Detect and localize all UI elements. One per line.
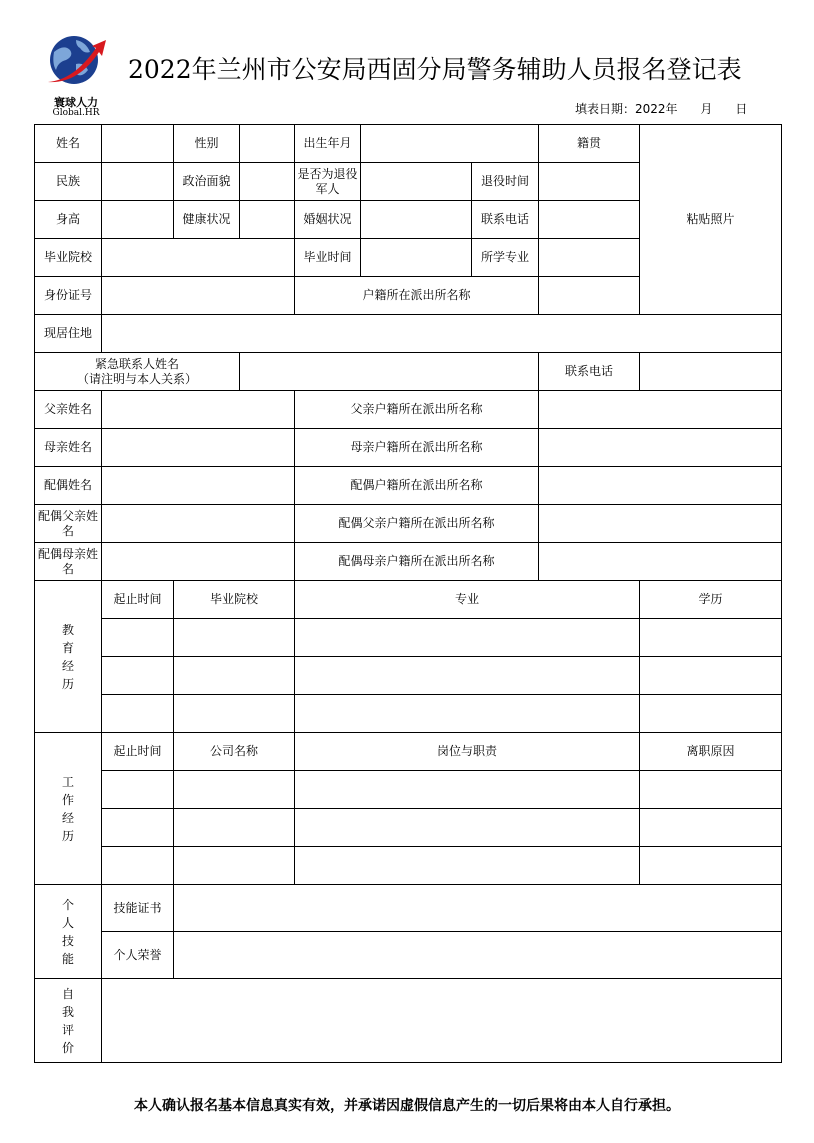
- certificates-label: 技能证书: [102, 885, 174, 932]
- edu-degree-cell[interactable]: [640, 695, 782, 733]
- discharge-time-label: 退役时间: [472, 163, 539, 201]
- discharge-time-field[interactable]: [539, 163, 640, 201]
- spouse-mother-station-label: 配偶母亲户籍所在派出所名称: [295, 543, 539, 581]
- phone-field[interactable]: [539, 201, 640, 239]
- spouse-mother-name-label: 配偶母亲姓名: [35, 543, 102, 581]
- education-section-text: 教育经历: [61, 622, 74, 691]
- school-label: 毕业院校: [35, 239, 102, 277]
- edu-major-cell[interactable]: [295, 695, 640, 733]
- registration-form: [34, 124, 782, 1063]
- edu-period-cell[interactable]: [102, 657, 174, 695]
- emergency-phone-field[interactable]: [640, 353, 782, 391]
- grad-time-field[interactable]: [361, 239, 472, 277]
- grad-time-label: 毕业时间: [295, 239, 361, 277]
- photo-box[interactable]: 粘贴照片: [640, 125, 782, 315]
- health-field[interactable]: [240, 201, 295, 239]
- emergency-contact-label: [35, 353, 240, 391]
- name-field[interactable]: [102, 125, 174, 163]
- education-row: [35, 619, 782, 657]
- marital-label: 婚姻状况: [295, 201, 361, 239]
- logo-chinese-name: 寰球人力: [54, 96, 98, 109]
- self-eval-section-text: 自我评价: [61, 986, 74, 1055]
- declaration-footer: 本人确认报名基本信息真实有效，并承诺因虚假信息产生的一切后果将由本人自行承担。: [134, 1098, 680, 1114]
- spouse-mother-station-field[interactable]: [539, 543, 782, 581]
- mother-station-field[interactable]: [539, 429, 782, 467]
- globe-icon: [40, 30, 112, 94]
- work-col-reason: 离职原因: [640, 733, 782, 771]
- ethnicity-field[interactable]: [102, 163, 174, 201]
- spouse-father-name-label: 配偶父亲姓名: [35, 505, 102, 543]
- address-label: 现居住地: [35, 315, 102, 353]
- spouse-father-station-label: 配偶父亲户籍所在派出所名称: [295, 505, 539, 543]
- work-position-cell[interactable]: [295, 771, 640, 809]
- politics-label: 政治面貌: [174, 163, 240, 201]
- edu-degree-cell[interactable]: [640, 657, 782, 695]
- edu-school-cell[interactable]: [174, 657, 295, 695]
- edu-school-cell[interactable]: [174, 619, 295, 657]
- father-name-field[interactable]: [102, 391, 295, 429]
- self-eval-section-label: [35, 979, 102, 1063]
- work-position-cell[interactable]: [295, 847, 640, 885]
- work-reason-cell[interactable]: [640, 771, 782, 809]
- work-period-cell[interactable]: [102, 809, 174, 847]
- emergency-phone-label: 联系电话: [539, 353, 640, 391]
- mother-name-label: 母亲姓名: [35, 429, 102, 467]
- father-station-field[interactable]: [539, 391, 782, 429]
- school-field[interactable]: [102, 239, 295, 277]
- father-station-label: 父亲户籍所在派出所名称: [295, 391, 539, 429]
- veteran-field[interactable]: [361, 163, 472, 201]
- certificates-field[interactable]: [174, 885, 782, 932]
- company-logo: [40, 30, 112, 122]
- work-row: [35, 809, 782, 847]
- fill-date: 填表日期：2022年 月 日: [575, 102, 748, 116]
- edu-major-cell[interactable]: [295, 619, 640, 657]
- self-eval-field[interactable]: [102, 979, 782, 1063]
- edu-school-cell[interactable]: [174, 695, 295, 733]
- politics-field[interactable]: [240, 163, 295, 201]
- spouse-name-label: 配偶姓名: [35, 467, 102, 505]
- mother-station-label: 母亲户籍所在派出所名称: [295, 429, 539, 467]
- height-field[interactable]: [102, 201, 174, 239]
- education-row: [35, 657, 782, 695]
- education-section-label: [35, 581, 102, 733]
- hukou-station-field[interactable]: [539, 277, 640, 315]
- work-reason-cell[interactable]: [640, 847, 782, 885]
- native-place-label: 籍贯: [539, 125, 640, 163]
- spouse-father-name-field[interactable]: [102, 505, 295, 543]
- veteran-label: 是否为退役军人: [295, 163, 361, 201]
- education-row: [35, 695, 782, 733]
- emergency-contact-field[interactable]: [240, 353, 539, 391]
- spouse-station-label: 配偶户籍所在派出所名称: [295, 467, 539, 505]
- work-company-cell[interactable]: [174, 771, 295, 809]
- hukou-station-label: 户籍所在派出所名称: [295, 277, 539, 315]
- work-period-cell[interactable]: [102, 847, 174, 885]
- edu-degree-cell[interactable]: [640, 619, 782, 657]
- work-col-position: 岗位与职责: [295, 733, 640, 771]
- name-label: 姓名: [35, 125, 102, 163]
- work-row: [35, 771, 782, 809]
- emergency-contact-title: 紧急联系人姓名: [94, 356, 179, 371]
- work-row: [35, 847, 782, 885]
- father-name-label: 父亲姓名: [35, 391, 102, 429]
- birth-field[interactable]: [361, 125, 539, 163]
- edu-period-cell[interactable]: [102, 695, 174, 733]
- id-field[interactable]: [102, 277, 295, 315]
- height-label: 身高: [35, 201, 102, 239]
- form-title: 2022年兰州市公安局西固分局警务辅助人员报名登记表: [128, 55, 742, 84]
- skills-section-text: 个人技能: [61, 897, 74, 966]
- skills-section-label: [35, 885, 102, 979]
- marital-field[interactable]: [361, 201, 472, 239]
- spouse-name-field[interactable]: [102, 467, 295, 505]
- logo-english-name: Global.HR: [52, 108, 100, 118]
- edu-period-cell[interactable]: [102, 619, 174, 657]
- work-position-cell[interactable]: [295, 809, 640, 847]
- edu-col-period: 起止时间: [102, 581, 174, 619]
- work-reason-cell[interactable]: [640, 809, 782, 847]
- ethnicity-label: 民族: [35, 163, 102, 201]
- edu-col-major: 专业: [295, 581, 640, 619]
- honors-label: 个人荣誉: [102, 932, 174, 979]
- work-company-cell[interactable]: [174, 847, 295, 885]
- edu-col-degree: 学历: [640, 581, 782, 619]
- work-section-label: [35, 733, 102, 885]
- gender-field[interactable]: [240, 125, 295, 163]
- gender-label: 性别: [174, 125, 240, 163]
- emergency-contact-note: （请注明与本人关系）: [76, 371, 197, 386]
- edu-major-cell[interactable]: [295, 657, 640, 695]
- work-company-cell[interactable]: [174, 809, 295, 847]
- id-label: 身份证号: [35, 277, 102, 315]
- work-col-company: 公司名称: [174, 733, 295, 771]
- health-label: 健康状况: [174, 201, 240, 239]
- work-col-period: 起止时间: [102, 733, 174, 771]
- work-period-cell[interactable]: [102, 771, 174, 809]
- honors-field[interactable]: [174, 932, 782, 979]
- major-label: 所学专业: [472, 239, 539, 277]
- edu-col-school: 毕业院校: [174, 581, 295, 619]
- address-field[interactable]: [102, 315, 782, 353]
- major-field[interactable]: [539, 239, 640, 277]
- spouse-father-station-field[interactable]: [539, 505, 782, 543]
- work-section-text: 工作经历: [61, 774, 74, 843]
- spouse-mother-name-field[interactable]: [102, 543, 295, 581]
- mother-name-field[interactable]: [102, 429, 295, 467]
- birth-label: 出生年月: [295, 125, 361, 163]
- spouse-station-field[interactable]: [539, 467, 782, 505]
- phone-label: 联系电话: [472, 201, 539, 239]
